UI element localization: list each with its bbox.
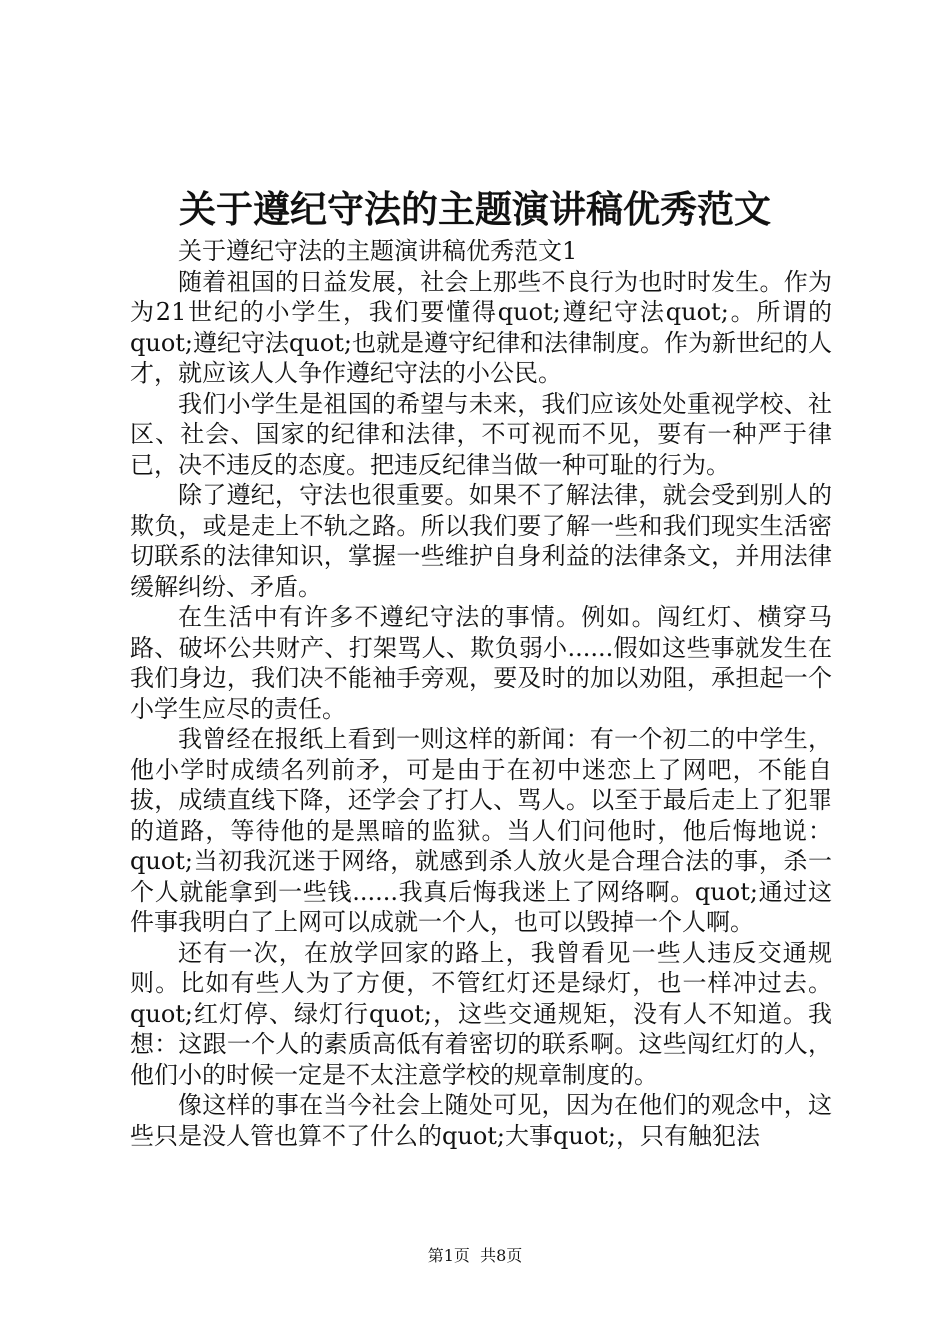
paragraph: 我们小学生是祖国的希望与未来，我们应该处处重视学校、社区、社会、国家的纪律和法律，不可视而不见，要有一种严于律已，决不违反的态度。把违反纪律当做一种可耻的行为。 <box>130 389 832 479</box>
page-number: 第1页 <box>427 1246 470 1265</box>
paragraph: 还有一次，在放学回家的路上，我曾看见一些人违反交通规则。比如有些人为了方便，不管红灯还是绿灯，也一样冲过去。quot;红灯停、绿灯行quot;，这些交通规矩，没有人不知道。我想：这跟一个人的素质高低有着密切的联系啊。这些闯红灯的人，他们小的时候一定是不太注意学校的规章制度的。 <box>130 938 832 1089</box>
paragraph: 随着祖国的日益发展，社会上那些不良行为也时时发生。作为为21世纪的小学生，我们要懂得quot;遵纪守法quot;。所谓的quot;遵纪守法quot;也就是遵守纪律和法律制度。作为新世纪的人才，就应该人人争作遵纪守法的小公民。 <box>130 267 832 387</box>
paragraph: 我曾经在报纸上看到一则这样的新闻：有一个初二的中学生，他小学时成绩名列前矛，可是由于在初中迷恋上了网吧，不能自拔，成绩直线下降，还学会了打人、骂人。以至于最后走上了犯罪的道路，等待他的是黑暗的监狱。当人们问他时，他后悔地说：quot;当初我沉迷于网络，就感到杀人放火是合理合法的事，杀一个人就能拿到一些钱......我真后悔我迷上了网络啊。quot;通过这件事我明白了上网可以成就一个人，也可以毁掉一个人啊。 <box>130 725 832 936</box>
document-body <box>130 236 832 1151</box>
page-title: 关于遵纪守法的主题演讲稿优秀范文 <box>179 187 771 231</box>
paragraph: 除了遵纪，守法也很重要。如果不了解法律，就会受到别人的欺负，或是走上不轨之路。所以我们要了解一些和我们现实生活密切联系的法律知识，掌握一些维护自身利益的法律条文，并用法律缓解纠纷、矛盾。 <box>130 481 832 601</box>
paragraph: 在生活中有许多不遵纪守法的事情。例如。闯红灯、横穿马路、破坏公共财产、打架骂人、欺负弱小......假如这些事就发生在我们身边，我们决不能袖手旁观，要及时的加以劝阻，承担起一个小学生应尽的责任。 <box>130 603 832 723</box>
page-footer <box>0 1245 950 1267</box>
paragraph: 像这样的事在当今社会上随处可见，因为在他们的观念中，这些只是没人管也算不了什么的quot;大事quot;，只有触犯法 <box>130 1091 832 1150</box>
subtitle: 关于遵纪守法的主题演讲稿优秀范文1 <box>178 237 578 265</box>
page-total: 共8页 <box>480 1246 523 1265</box>
